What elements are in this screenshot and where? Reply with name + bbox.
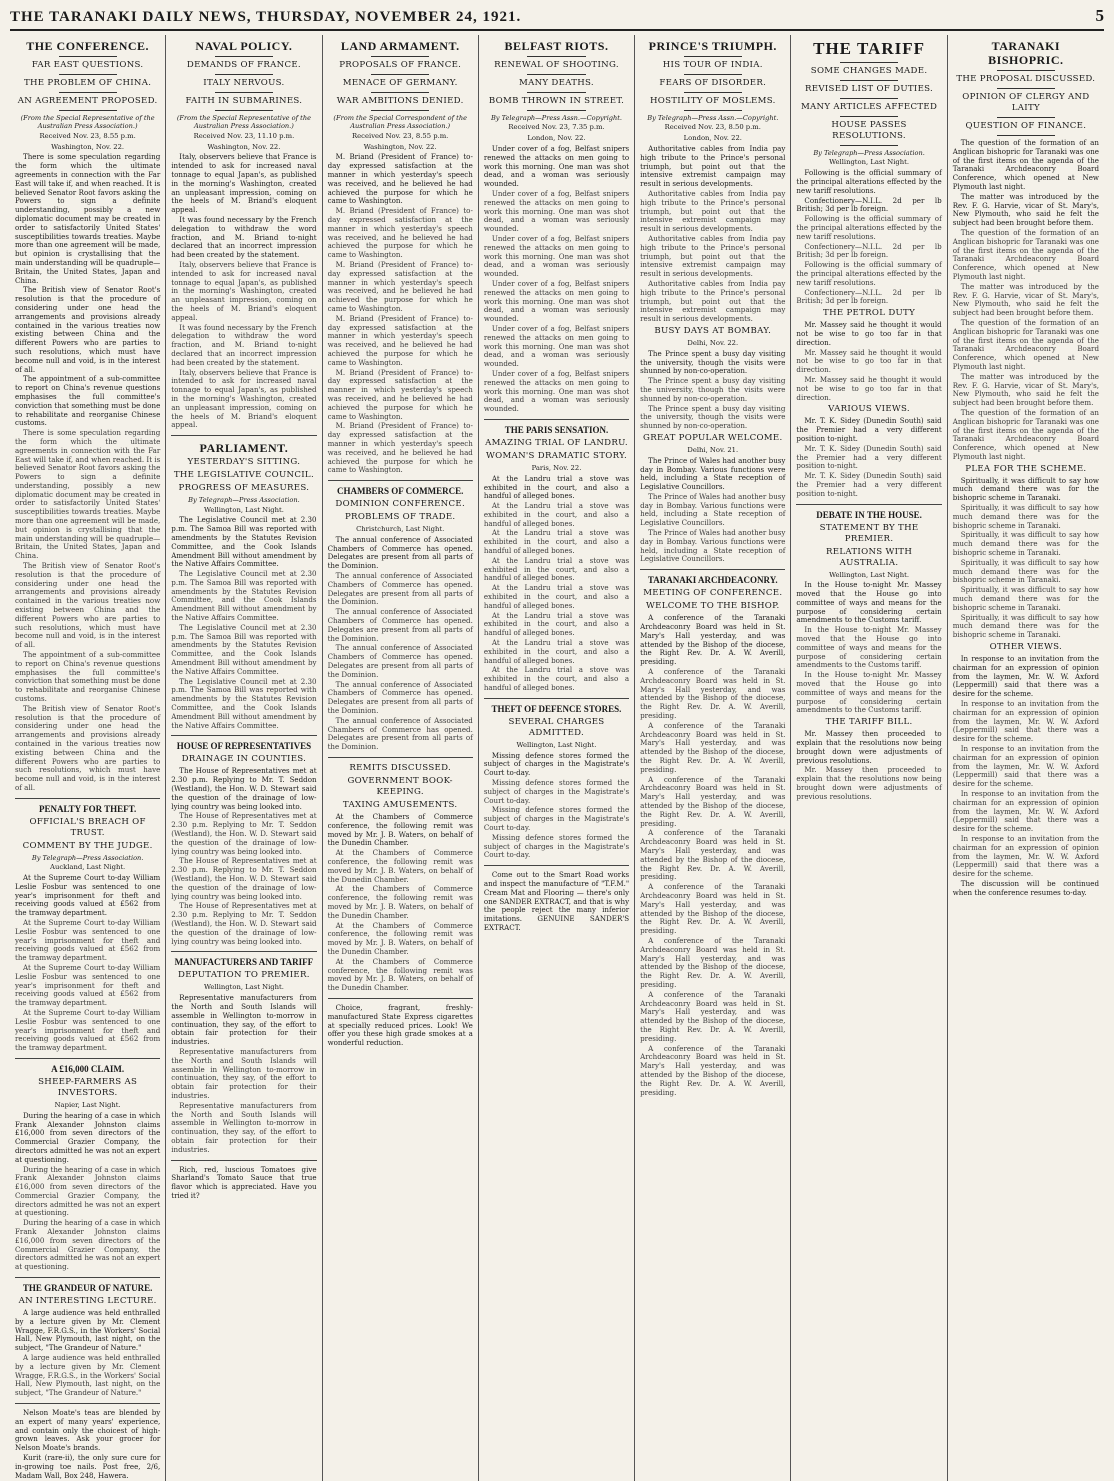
headline-archdeaconry: TARANAKI ARCHDEACONRY.: [647, 575, 778, 586]
article-paragraph: Under cover of a fog, Belfast snipers renewed the attacks on men going to work this morning. One man was shot dead, and a woman was seriously wounded.: [483, 278, 630, 324]
article-paragraph: A conference of the Taranaki Archdeaconry Board was held in St. Mary's Hall yesterday, and was attended by the Bishop of the diocese, the Right Rev. Dr. A. W. Averill, presiding.: [640, 1043, 786, 1097]
dateline: Washington, Nov. 22.: [207, 142, 281, 151]
article-paragraph: The Legislative Council met at 2.30 p.m. The Samoa Bill was reported with amendments by the Statutes Revision Committee, and the Cook Islands Amendment Bill without amendment by the Native Affairs Committee.: [171, 622, 317, 676]
article-paragraph: The Legislative Council met at 2.30 p.m. The Samoa Bill was reported with amendments by the Statutes Revision Committee, and the Cook Islands Amendment Bill without amendment by the Native Affairs Committee.: [171, 676, 317, 730]
subhead: GOVERNMENT BOOK-KEEPING.: [347, 776, 453, 798]
headline-grandeur: THE GRANDEUR OF NATURE.: [22, 1283, 153, 1294]
subhead: THE LEGISLATIVE COUNCIL.: [173, 470, 314, 481]
article-paragraph: The annual conference of Associated Chambers of Commerce has opened. Delegates are present from all parts of the Dominion.: [327, 643, 473, 679]
subhead: BUSY DAYS AT BOMBAY.: [654, 325, 772, 336]
article-paragraph: There is some speculation regarding the form which the ultimate agreements in connection with the Far East will take if, and when reached. It is believed Senator Root favors asking the Powers to sign a definite understanding, possibly a new diplomatic document may be created in order to satisfactorily United States' susceptibilities towards treaties. Maybe more than one agreement will be made, but opinion is crystallising that the main understanding will be quadruple—Britain, the United States, Japan and China.: [15, 152, 161, 285]
article-paragraph: The annual conference of Associated Chambers of Commerce has opened. Delegates are present from all parts of the Dominion.: [327, 534, 473, 571]
advert-paragraph: Come out to the Smart Road works and inspect the manufacture of "T.F.M." Cream Mat and Flooring — there's only one SANDER EXTRACT, and that is why the people reject the many inferior imitations. GENUINE SANDER'S EXTRACT.: [483, 870, 630, 932]
subhead: THE TARIFF BILL.: [825, 717, 913, 728]
dateline: Delhi, Nov. 21.: [687, 445, 739, 454]
article-paragraph: Following is the official summary of the principal alterations effected by the new tariff resolutions.: [796, 214, 942, 241]
subhead: PROPOSALS OF FRANCE.: [339, 60, 462, 70]
subhead: MANY ARTICLES AFFECTED: [800, 102, 938, 112]
article-paragraph: Under cover of a fog, Belfast snipers renewed the attacks on men going to work this morning. One man was shot dead, and a woman was seriously wounded.: [483, 233, 630, 279]
article-paragraph: Confectionery—N.I.L. 2d per lb British; 3d per lb foreign.: [796, 195, 942, 214]
received-line: Received Nov. 23, 7.35 p.m.: [508, 123, 605, 132]
advert-paragraph: Choice, fragrant, freshly-manufactured State Express cigarettes at specially reduced prices. Look! We offer you these high grade smokes at a wonderful reduction.: [327, 1002, 473, 1048]
subhead: SEVERAL CHARGES ADMITTED.: [508, 716, 605, 738]
headline-manufacturers: MANUFACTURERS AND TARIFF: [174, 957, 314, 968]
article-paragraph: The House of Representatives met at 2.30 p.m. Replying to Mr. T. Seddon (Westland), the Hon. W. D. Stewart said the question of the drainage of low-lying country was being looked into.: [171, 766, 317, 811]
dateline: London, Nov. 22.: [527, 134, 586, 143]
headline-chambers: CHAMBERS OF COMMERCE.: [336, 486, 464, 497]
subhead: ITALY NERVOUS.: [203, 78, 285, 88]
article-paragraph: A conference of the Taranaki Archdeaconry Board was held in St. Mary's Hall yesterday, and was attended by the Bishop of the diocese, the Right Rev. Dr. A. W. Averill, presiding.: [640, 935, 786, 989]
dateline: Washington, Nov. 22.: [51, 142, 125, 151]
article-paragraph: M. Briand (President of France) to-day expressed satisfaction at the manner in which yesterday's speech was received, and he believed he had achieved the purpose for which he came to Washington.: [327, 259, 473, 313]
article-paragraph: At the Landru trial a stove was exhibited in the court, and also a handful of alleged bones.: [483, 555, 630, 583]
credit-line: (From the Special Representative of the Australian Press Association.): [176, 114, 311, 131]
article-paragraph: The Prince of Wales had another busy day in Bombay. Various functions were held, including a State reception of Legislative Councillors.: [640, 491, 786, 528]
subhead: FEARS OF DISORDER.: [659, 78, 767, 88]
masthead-title: THE TARANAKI DAILY NEWS, THURSDAY, NOVEMBER 24, 1921.: [10, 9, 522, 25]
article-paragraph: Spiritually, it was difficult to say how much demand there was for the bishopric scheme in Taranaki.: [952, 503, 1099, 530]
credit-line: By Telegraph—Press Assn.—Copyright.: [647, 114, 779, 122]
subhead: HOUSE PASSES RESOLUTIONS.: [831, 120, 907, 141]
subhead: VARIOUS VIEWS.: [828, 404, 910, 415]
article-paragraph: The British view of Senator Root's resolution is that the procedure of considering under one head the arrangements and provisions already contained in the various treaties now existing between China and the different Powers who are parties to such resolutions, which must have become null and void, is in the interest of all.: [15, 703, 161, 792]
dateline: Wellington, Last Night.: [203, 505, 284, 514]
headline-claim: A £16,000 CLAIM.: [51, 1063, 125, 1074]
article-paragraph: The annual conference of Associated Chambers of Commerce has opened. Delegates are present from all parts of the Dominion.: [327, 679, 473, 716]
received-line: Received Nov. 23, 8.55 p.m.: [352, 131, 449, 140]
article-paragraph: The annual conference of Associated Chambers of Commerce has opened. Delegates are present from all parts of the Dominion.: [327, 607, 473, 643]
article-paragraph: Following is the official summary of the principal alterations effected by the new tariff resolutions.: [796, 260, 942, 287]
article-paragraph: During the hearing of a case in which Frank Alexander Johnston claims £16,000 from seven directors of the Commercial Grazier Company, the directors admitted he was not an expert at questioning.: [15, 1110, 161, 1164]
article-paragraph: The British view of Senator Root's resolution is that the procedure of considering under one head the arrangements and provisions already contained in the various treaties now existing between China and the different Powers who are parties to such resolutions, which must have become null and void, is in the interest of all.: [15, 561, 161, 650]
column-6: [791, 35, 947, 1481]
subhead: FAR EAST QUESTIONS.: [31, 60, 144, 70]
article-paragraph: A conference of the Taranaki Archdeaconry Board was held in St. Mary's Hall yesterday, and was attended by the Bishop of the diocese, the Right Rev. Dr. A. W. Averill, presiding.: [640, 667, 786, 721]
article-paragraph: At the Landru trial a stove was exhibited in the court, and also a handful of alleged bones.: [483, 528, 630, 556]
subhead: PROBLEMS OF TRADE.: [344, 512, 456, 523]
article-paragraph: A conference of the Taranaki Archdeaconry Board was held in St. Mary's Hall yesterday, and was attended by the Bishop of the diocese, the Right Rev. Dr. A. W. Averill, presiding.: [640, 774, 786, 828]
credit-line: By Telegraph—Press Association.: [813, 149, 925, 157]
article-paragraph: Under cover of a fog, Belfast snipers renewed the attacks on men going to work this morning. One man was shot dead, and a woman was seriously wounded.: [483, 144, 630, 189]
article-paragraph: Confectionery—N.I.L. 2d per lb British; 3d per lb foreign.: [796, 241, 942, 260]
article-paragraph: Spiritually, it was difficult to say how much demand there was for the bishopric scheme in Taranaki.: [952, 557, 1099, 585]
article-paragraph: The question of the formation of an Anglican bishopric for Taranaki was one of the first items on the agenda of the Taranaki Archdeaconry Board Conference, which opened at New Plymouth last night.: [952, 317, 1099, 371]
article-paragraph: During the hearing of a case in which Frank Alexander Johnston claims £16,000 from seven directors of the Commercial Grazier Company, the directors admitted he was not an expert at questioning.: [15, 1218, 161, 1272]
headline-penalty: PENALTY FOR THEFT.: [39, 803, 137, 814]
article-paragraph: At the Supreme Court to-day William Leslie Fosbur was sentenced to one year's imprisonment for theft and receiving goods valued at £562 from the tramway department.: [15, 917, 161, 963]
article-paragraph: Mr. T. K. Sidey (Dunedin South) said the Premier had a very different position to-night.: [796, 416, 942, 443]
column-4: [479, 35, 635, 1481]
subhead: THE PETROL DUTY: [823, 308, 916, 319]
article-paragraph: The Legislative Council met at 2.30 p.m. The Samoa Bill was reported with amendments by the Statutes Revision Committee, and the Cook Islands Amendment Bill without amendment by the Native Affairs Committee.: [171, 515, 317, 569]
subhead: THE PROPOSAL DISCUSSED.: [956, 74, 1096, 84]
article-paragraph: Authoritative cables from India pay high tribute to the Prince's personal triumph, but point out that the intensive extremist campaign may result in serious developments.: [640, 144, 786, 189]
article-paragraph: The Prince of Wales had another busy day in Bombay. Various functions were held, including a State reception of Legislative Councillors.: [640, 455, 786, 492]
credit-line: By Telegraph—Press Association.: [188, 496, 300, 505]
subhead: TAXING AMUSEMENTS.: [342, 800, 458, 811]
headline-paris: THE PARIS SENSATION.: [504, 424, 609, 435]
article-paragraph: A large audience was held enthralled by a lecture given by Mr. Clement Wragge, F.R.G.S., in the Workers' Social Hall, New Plymouth, last night, on the subject, "The Grandeur of Nature.": [15, 1353, 161, 1398]
article-paragraph: The Prince of Wales had another busy day in Bombay. Various functions were held, including a State reception of Legislative Councillors.: [640, 528, 786, 564]
subhead: YESTERDAY'S SITTING.: [187, 457, 301, 468]
dateline: Wellington, Last Night.: [829, 158, 910, 167]
article-paragraph: The question of the formation of an Anglican bishopric for Taranaki was one of the first items on the agenda of the Taranaki Archdeaconry Board Conference, which opened at New Plymouth last night.: [952, 227, 1099, 281]
column-1: [10, 35, 166, 1481]
article-paragraph: Under cover of a fog, Belfast snipers renewed the attacks on men going to work this morning. One man was shot dead, and a woman was seriously wounded.: [483, 323, 630, 369]
article-paragraph: Italy, observers believe that France is intended to ask for increased naval tonnage to equal Japan's, as published in the morning's Washington, created an unpleasant impression, coming on the heels of M. Briand's eloquent appeal.: [171, 367, 317, 430]
article-paragraph: At the Landru trial a stove was exhibited in the court, and also a handful of alleged bones.: [483, 501, 630, 528]
masthead: [10, 6, 1104, 31]
article-paragraph: Authoritative cables from India pay high tribute to the Prince's personal triumph, but point out that the intensive extremist campaign may result in serious developments.: [640, 188, 786, 234]
article-paragraph: At the Chambers of Commerce conference, the following remit was moved by Mr. J. B. Waters, on behalf of the Dunedin Chamber.: [327, 848, 473, 884]
article-paragraph: The House of Representatives met at 2.30 p.m. Replying to Mr. T. Seddon (Westland), the Hon. W. D. Stewart said the question of the drainage of low-lying country was being looked into.: [171, 811, 317, 856]
columns: [10, 35, 1104, 1480]
article-paragraph: Confectionery—N.I.L. 2d per lb British; 3d per lb foreign.: [796, 287, 942, 306]
subhead: AMAZING TRIAL OF LANDRU.: [485, 437, 628, 448]
subhead: BOMB THROWN IN STREET.: [488, 96, 625, 106]
article-paragraph: A conference of the Taranaki Archdeaconry Board was held in St. Mary's Hall yesterday, and was attended by the Bishop of the diocese, the Right Rev. Dr. A. W. Averill, presiding.: [640, 613, 786, 667]
dateline: Wellington, Last Night.: [516, 740, 597, 749]
page-number: 5: [1095, 6, 1104, 25]
article-paragraph: Spiritually, it was difficult to say how much demand there was for the bishopric scheme in Taranaki.: [952, 612, 1099, 640]
subhead: MANY DEATHS.: [519, 78, 594, 88]
article-paragraph: Missing defence stores formed the subject of charges in the Magistrate's Court to-day.: [483, 778, 630, 805]
article-paragraph: At the Supreme Court to-day William Leslie Fosbur was sentenced to one year's imprisonment for theft and receiving goods valued at £562 from the tramway department.: [15, 1007, 161, 1053]
article-paragraph: The discussion will be continued when the conference resumes to-day.: [952, 878, 1099, 897]
article-paragraph: In the House to-night Mr. Massey moved that the House go into committee of ways and means for the purpose of considering certain amendments to the Customs tariff.: [796, 670, 942, 715]
subhead: HOSTILITY OF MOSLEMS.: [649, 96, 776, 106]
received-line: Received Nov. 23, 11.10 p.m.: [193, 131, 295, 140]
dateline: London, Nov. 22.: [683, 134, 742, 143]
article-paragraph: A large audience was held enthralled by a lecture given by Mr. Clement Wragge, F.R.G.S., in the Workers' Social Hall, New Plymouth, last night, on the subject, "The Grandeur of Nature.": [15, 1308, 161, 1353]
column-3: [323, 35, 479, 1481]
article-paragraph: Representative manufacturers from the North and South Islands will assemble in Wellington to-morrow in continuation, they say, of the effort to obtain fair protection for their industries.: [171, 993, 317, 1047]
article-paragraph: At the Landru trial a stove was exhibited in the court, and also a handful of alleged bones.: [483, 583, 630, 610]
article-paragraph: At the Chambers of Commerce conference, the following remit was moved by Mr. J. B. Waters, on behalf of the Dunedin Chamber.: [327, 956, 473, 993]
article-paragraph: Missing defence stores formed the subject of charges in the Magistrate's Court to-day.: [483, 805, 630, 832]
subhead: WAR AMBITIONS DENIED.: [336, 96, 464, 106]
article-paragraph: At the Chambers of Commerce conference, the following remit was moved by Mr. J. B. Waters, on behalf of the Dunedin Chamber.: [327, 812, 473, 848]
article-paragraph: The question of the formation of an Anglican bishopric for Taranaki was one of the first items on the agenda of the Taranaki Archdeaconry Board Conference, which opened at New Plymouth last night.: [952, 138, 1099, 191]
article-paragraph: In response to an invitation from the chairman for an expression of opinion from the laymen, Mr. W. W. Axford (Leppermill) said that there was a desire for the scheme.: [952, 788, 1099, 834]
article-paragraph: A conference of the Taranaki Archdeaconry Board was held in St. Mary's Hall yesterday, and was attended by the Bishop of the diocese, the Right Rev. Dr. A. W. Averill, presiding.: [640, 720, 786, 774]
article-paragraph: During the hearing of a case in which Frank Alexander Johnston claims £16,000 from seven directors of the Commercial Grazier Company, the directors admitted he was not an expert at questioning.: [15, 1164, 161, 1218]
article-paragraph: There is some speculation regarding the form which the ultimate agreements in connection with the Far East will take if, and when reached. It is believed Senator Root favors asking the Powers to sign a definite understanding, possibly a new diplomatic document may be created in order to satisfactorily United States' susceptibilities towards treaties. Maybe more than one agreement will be made, but opinion is crystallising that the main understanding will be quadruple—Britain, the United States, Japan and China.: [15, 428, 161, 561]
article-paragraph: The matter was introduced by the Rev. F. G. Harvie, vicar of St. Mary's, New Plymouth, who said he felt the subject had been brought before them.: [952, 281, 1099, 318]
article-paragraph: Spiritually, it was difficult to say how much demand there was for the bishopric scheme in Taranaki.: [952, 585, 1099, 612]
article-paragraph: Mr. Massey then proceeded to explain that the resolutions now being brought down were adjustments of previous resolutions.: [796, 765, 942, 801]
headline-naval: NAVAL POLICY.: [195, 39, 293, 53]
article-paragraph: M. Briand (President of France) to-day expressed satisfaction at the manner in which yesterday's speech was received, and he believed he had achieved the purpose for which he came to Washington.: [327, 206, 473, 260]
credit-line: By Telegraph—Press Assn.—Copyright.: [490, 114, 623, 122]
article-paragraph: Under cover of a fog, Belfast snipers renewed the attacks on men going to work this morning. One man was shot dead, and a woman was seriously wounded.: [483, 368, 630, 414]
article-paragraph: A conference of the Taranaki Archdeaconry Board was held in St. Mary's Hall yesterday, and was attended by the Bishop of the diocese, the Right Rev. Dr. A. W. Averill, presiding.: [640, 882, 786, 936]
subhead: MEETING OF CONFERENCE.: [643, 588, 783, 599]
article-paragraph: The question of the formation of an Anglican bishopric for Taranaki was one of the first items on the agenda of the Taranaki Archdeaconry Board Conference, which opened at New Plymouth last night.: [952, 407, 1099, 461]
subhead: DOMINION CONFERENCE.: [335, 499, 465, 510]
headline-debate: DEBATE IN THE HOUSE.: [816, 509, 922, 520]
headline-land-armament: LAND ARMAMENT.: [340, 39, 460, 53]
article-paragraph: The Legislative Council met at 2.30 p.m. The Samoa Bill was reported with amendments by the Statutes Revision Committee, and the Cook Islands Amendment Bill without amendment by the Native Affairs Committee.: [171, 569, 317, 623]
article-paragraph: Italy, observers believe that France is intended to ask for increased naval tonnage to equal Japan's, as published in the morning's Washington, created an unpleasant impression, coming on the heels of M. Briand's eloquent appeal.: [171, 152, 317, 215]
article-paragraph: The Prince spent a busy day visiting the university, though the visits were shunned by non-co-operation.: [640, 403, 786, 431]
article-paragraph: Mr. Massey said he thought it would not be wise to go too far in that direction.: [796, 374, 942, 402]
subhead: OFFICIAL'S BREACH OF TRUST.: [29, 816, 146, 838]
article-paragraph: In response to an invitation from the chairman for an expression of opinion from the laymen, Mr. W. W. Axford (Leppermill) said that there was a desire for the scheme.: [952, 699, 1099, 744]
article-paragraph: Mr. T. K. Sidey (Dunedin South) said the Premier had a very different position to-night.: [796, 471, 942, 498]
headline-house: HOUSE OF REPRESENTATIVES: [176, 741, 312, 752]
subhead: STATEMENT BY THE PREMIER.: [819, 522, 919, 544]
subhead: PLEA FOR THE SCHEME.: [965, 463, 1087, 474]
article-paragraph: The British view of Senator Root's resolution is that the procedure of considering under one head the arrangements and provisions already contained in the various treaties now existing between China and the different Powers who are parties to such resolutions, which must have become null and void, is in the interest of all.: [15, 285, 161, 374]
article-paragraph: Representative manufacturers from the North and South Islands will assemble in Wellington to-morrow in continuation, they say, of the effort to obtain fair protection for their industries.: [171, 1046, 317, 1100]
article-paragraph: In response to an invitation from the chairman for an expression of opinion from the laymen, Mr. W. W. Axford (Leppermill) said that there was a desire for the scheme.: [952, 654, 1099, 699]
credit-line: (From the Special Representative of the Australian Press Association.): [20, 114, 155, 131]
headline-tariff: THE TARIFF: [813, 39, 925, 58]
headline-parliament: PARLIAMENT.: [199, 441, 289, 456]
headline-theft: THEFT OF DEFENCE STORES.: [491, 703, 622, 714]
subhead: DEMANDS OF FRANCE.: [186, 60, 301, 70]
subhead: AN AGREEMENT PROPOSED.: [17, 96, 158, 106]
subhead: MENACE OF GERMANY.: [342, 78, 458, 88]
article-paragraph: In response to an invitation from the chairman for an expression of opinion from the laymen, Mr. W. W. Axford (Leppermill) said that there was a desire for the scheme.: [952, 744, 1099, 789]
article-paragraph: The matter was introduced by the Rev. F. G. Harvie, vicar of St. Mary's, New Plymouth, who said he felt the subject had been brought before them.: [952, 191, 1099, 228]
subhead: PROGRESS OF MEASURES.: [178, 483, 310, 494]
credit-line: (From the Special Correspondent of the Australian Press Association.): [333, 114, 467, 131]
subhead: THE PROBLEM OF CHINA.: [23, 78, 152, 88]
headline-bishopric: TARANAKI BISHOPRIC.: [988, 39, 1064, 67]
article-paragraph: At the Supreme Court to-day William Leslie Fosbur was sentenced to one year's imprisonment for theft and receiving goods valued at £562 from the tramway department.: [15, 872, 161, 918]
article-paragraph: M. Briand (President of France) to-day expressed satisfaction at the manner in which yesterday's speech was received, and he believed he had achieved the purpose for which he came to Washington.: [327, 367, 473, 421]
subhead: REVISED LIST OF DUTIES.: [805, 84, 934, 94]
advert-paragraph: Kurit (rare-ii), the only sure cure for in-growing toe nails. Post free, 2/6, Madam Wall, Box 248, Hawera.: [15, 1453, 161, 1480]
article-paragraph: In the House to-night Mr. Massey moved that the House go into committee of ways and means for the purpose of considering certain amendments to the Customs tariff.: [796, 580, 942, 625]
dateline: Delhi, Nov. 22.: [687, 338, 739, 347]
article-paragraph: M. Briand (President of France) to-day expressed satisfaction at the manner in which yesterday's speech was received, and he believed he had achieved the purpose for which he came to Washington.: [327, 313, 473, 367]
column-5: [635, 35, 791, 1481]
article-paragraph: It was found necessary by the French delegation to withdraw the word fraction, and M. Briand to-night declared that an incorrect impression had been created by the statement.: [171, 322, 317, 367]
article-paragraph: The Prince spent a busy day visiting the university, though the visits were shunned by non-co-operation.: [640, 348, 786, 376]
subhead: DEPUTATION TO PREMIER.: [178, 970, 310, 981]
subhead: WELCOME TO THE BISHOP.: [646, 601, 780, 612]
dateline: Christchurch, Last Night.: [356, 525, 445, 534]
article-paragraph: The appointment of a sub-committee to report on China's revenue questions emphasises the full committee's conviction that something must be done to rehabilitate and reorganise Chinese customs.: [15, 374, 161, 428]
subhead: WOMAN'S DRAMATIC STORY.: [485, 450, 627, 461]
subhead: OPINION OF CLERGY AND LAITY: [962, 92, 1090, 113]
dateline: Napier, Last Night.: [54, 1100, 121, 1109]
dateline: Washington, Nov. 22.: [363, 142, 437, 151]
article-paragraph: At the Landru trial a stove was exhibited in the court, and also a handful of alleged bones.: [483, 638, 630, 665]
subhead: REMITS DISCUSSED.: [349, 763, 451, 774]
article-paragraph: It was found necessary by the French delegation to withdraw the word fraction, and M. Briand to-night declared that an incorrect impression had been created by the statement.: [171, 214, 317, 260]
subhead: OTHER VIEWS.: [989, 642, 1063, 653]
article-paragraph: The matter was introduced by the Rev. F. G. Harvie, vicar of St. Mary's, New Plymouth, who said he felt the subject had been brought before them.: [952, 371, 1099, 408]
article-paragraph: The House of Representatives met at 2.30 p.m. Replying to Mr. T. Seddon (Westland), the Hon. W. D. Stewart said the question of the drainage of low-lying country was being looked into.: [171, 856, 317, 901]
subhead: RELATIONS WITH AUSTRALIA.: [825, 546, 913, 568]
subhead: HIS TOUR OF INDIA.: [662, 60, 763, 70]
article-paragraph: Italy, observers believe that France is intended to ask for increased naval tonnage to equal Japan's, as published in the morning's Washington, created an unpleasant impression, coming on the heels of M. Briand's eloquent appeal.: [171, 259, 317, 322]
article-paragraph: In response to an invitation from the chairman for an expression of opinion from the laymen, Mr. W. W. Axford (Leppermill) said that there was a desire for the scheme.: [952, 833, 1099, 879]
article-paragraph: Authoritative cables from India pay high tribute to the Prince's personal triumph, but point out that the intensive extremist campaign may result in serious developments.: [640, 233, 786, 279]
subhead: SOME CHANGES MADE.: [810, 66, 928, 76]
subhead: QUESTION OF FINANCE.: [965, 121, 1087, 131]
column-2: [166, 35, 322, 1481]
article-paragraph: A conference of the Taranaki Archdeaconry Board was held in St. Mary's Hall yesterday, and was attended by the Bishop of the diocese, the Right Rev. Dr. A. W. Averill, presiding.: [640, 989, 786, 1043]
credit-line: By Telegraph—Press Association.: [31, 853, 144, 862]
subhead: AN INTERESTING LECTURE.: [18, 1296, 157, 1307]
subhead: SHEEP-FARMERS AS INVESTORS.: [38, 1076, 138, 1098]
headline-prince: PRINCE'S TRIUMPH.: [648, 39, 777, 53]
subhead: FAITH IN SUBMARINES.: [185, 96, 303, 106]
subhead: GREAT POPULAR WELCOME.: [643, 432, 783, 443]
article-paragraph: Mr. Massey said he thought it would not be wise to go too far in that direction.: [796, 347, 942, 375]
received-line: Received Nov. 23, 8.50 p.m.: [664, 123, 761, 132]
article-paragraph: Missing defence stores formed the subject of charges in the Magistrate's Court to-day.: [483, 750, 630, 778]
article-paragraph: Mr. Massey then proceeded to explain that the resolutions now being brought down were adjustments of previous resolutions.: [796, 729, 942, 765]
dateline: Wellington, Last Night.: [203, 983, 284, 992]
article-paragraph: The Prince spent a busy day visiting the university, though the visits were shunned by non-co-operation.: [640, 376, 786, 403]
article-paragraph: The annual conference of Associated Chambers of Commerce has opened. Delegates are present from all parts of the Dominion.: [327, 715, 473, 752]
column-7: [948, 35, 1104, 1481]
headline-belfast: BELFAST RIOTS.: [504, 39, 609, 53]
article-paragraph: Spiritually, it was difficult to say how much demand there was for the bishopric scheme in Taranaki.: [952, 475, 1099, 503]
dateline: Paris, Nov. 22.: [531, 463, 582, 472]
article-paragraph: Representative manufacturers from the North and South Islands will assemble in Wellington to-morrow in continuation, they say, of the effort to obtain fair protection for their industries.: [171, 1100, 317, 1154]
received-line: Received Nov. 23, 8.55 p.m.: [39, 131, 136, 140]
advert-paragraph: Rich, red, luscious Tomatoes give Sharland's Tomato Sauce that true flavor which is appreciated. Have you tried it?: [171, 1164, 317, 1200]
article-paragraph: Under cover of a fog, Belfast snipers renewed the attacks on men going to work this morning. One man was shot dead, and a woman was seriously wounded.: [483, 188, 630, 234]
article-paragraph: M. Briand (President of France) to-day expressed satisfaction at the manner in which yesterday's speech was received, and he believed he had achieved the purpose for which he came to Washington.: [327, 421, 473, 475]
article-paragraph: Spiritually, it was difficult to say how much demand there was for the bishopric scheme in Taranaki.: [952, 530, 1099, 558]
article-paragraph: A conference of the Taranaki Archdeaconry Board was held in St. Mary's Hall yesterday, and was attended by the Bishop of the diocese, the Right Rev. Dr. A. W. Averill, presiding.: [640, 828, 786, 882]
article-paragraph: In the House to-night Mr. Massey moved that the House go into committee of ways and means for the purpose of considering certain amendments to the Customs tariff.: [796, 625, 942, 670]
article-paragraph: At the Landru trial a stove was exhibited in the court, and also a handful of alleged bones.: [483, 665, 630, 693]
article-paragraph: At the Landru trial a stove was exhibited in the court, and also a handful of alleged bones.: [483, 610, 630, 638]
article-paragraph: Following is the official summary of the principal alterations effected by the new tariff resolutions.: [796, 168, 942, 195]
dateline: Auckland, Last Night.: [50, 863, 126, 872]
article-paragraph: M. Briand (President of France) to-day expressed satisfaction at the manner in which yesterday's speech was received, and he believed he had achieved the purpose for which he came to Washington.: [327, 152, 473, 206]
article-paragraph: At the Chambers of Commerce conference, the following remit was moved by Mr. J. B. Waters, on behalf of the Dunedin Chamber.: [327, 884, 473, 920]
article-paragraph: Authoritative cables from India pay high tribute to the Prince's personal triumph, but point out that the intensive extremist campaign may result in serious developments.: [640, 278, 786, 324]
article-paragraph: Mr. Massey said he thought it would not be wise to go too far in that direction.: [796, 320, 942, 347]
article-paragraph: At the Chambers of Commerce conference, the following remit was moved by Mr. J. B. Waters, on behalf of the Dunedin Chamber.: [327, 920, 473, 956]
article-paragraph: At the Landru trial a stove was exhibited in the court, and also a handful of alleged bones.: [483, 473, 630, 501]
subhead: DRAINAGE IN COUNTIES.: [181, 754, 307, 765]
article-paragraph: Mr. T. K. Sidey (Dunedin South) said the Premier had a very different position to-night.: [796, 443, 942, 471]
article-paragraph: At the Supreme Court to-day William Leslie Fosbur was sentenced to one year's imprisonment for theft and receiving goods valued at £562 from the tramway department.: [15, 962, 161, 1008]
subhead: RENEWAL OF SHOOTING.: [494, 60, 619, 70]
article-paragraph: The annual conference of Associated Chambers of Commerce has opened. Delegates are present from all parts of the Dominion.: [327, 571, 473, 607]
article-paragraph: Missing defence stores formed the subject of charges in the Magistrate's Court to-day.: [483, 832, 630, 860]
article-paragraph: The House of Representatives met at 2.30 p.m. Replying to Mr. T. Seddon (Westland), the Hon. W. D. Stewart said the question of the drainage of low-lying country was being looked into.: [171, 901, 317, 946]
advert-paragraph: Nelson Moate's teas are blended by an expert of many years' experience, and contain only the choicest of high-grown leaves. Ask your grocer for Nelson Moate's brands.: [15, 1408, 161, 1453]
subhead: COMMENT BY THE JUDGE.: [22, 840, 153, 851]
headline-conference: THE CONFERENCE.: [26, 39, 150, 53]
dateline: Wellington, Last Night.: [829, 570, 910, 579]
article-paragraph: The appointment of a sub-committee to report on China's revenue questions emphasises the full committee's conviction that something must be done to rehabilitate and reorganise Chinese customs.: [15, 650, 161, 704]
